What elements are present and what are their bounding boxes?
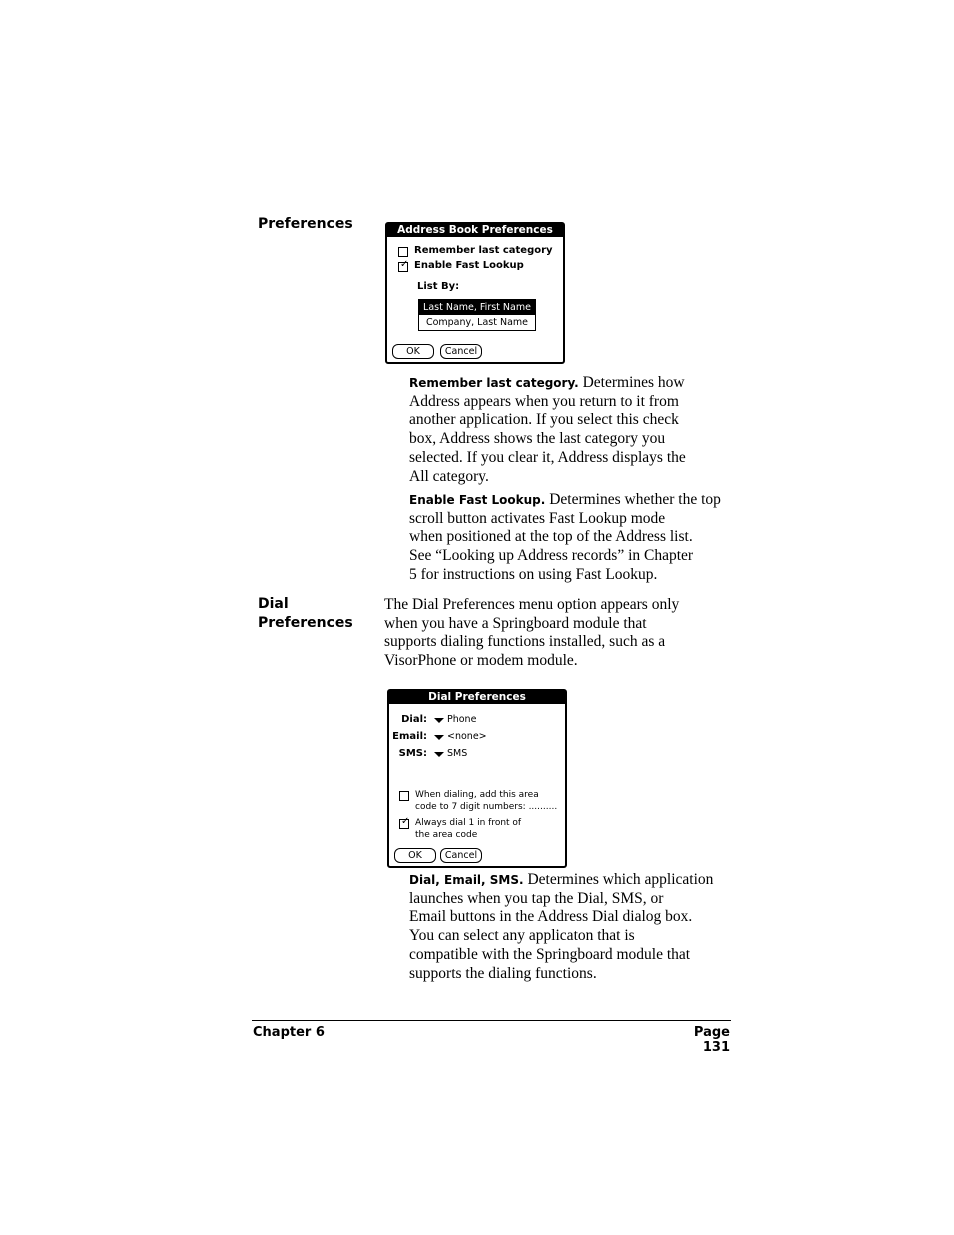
enable-fast-lookup-label: Enable Fast Lookup <box>414 260 524 271</box>
list-option-last-first[interactable]: Last Name, First Name <box>419 300 535 315</box>
text-line: supports dialing functions installed, such as a <box>384 633 666 651</box>
dial-label: Dial: <box>401 714 427 725</box>
remember-last-category-label: Remember last category <box>414 245 553 256</box>
text-line: Remember last category. Determines how <box>409 374 685 391</box>
text-line: when you have a Springboard module that <box>384 614 647 632</box>
cancel-button[interactable]: Cancel <box>440 848 482 863</box>
text-line: See “Looking up Address records” in Chapter <box>409 547 694 565</box>
text-line: The Dial Preferences menu option appears only <box>384 596 680 613</box>
text-line: VisorPhone or modem module. <box>384 652 578 670</box>
enable-fast-lookup-description <box>409 491 729 585</box>
text-line: when positioned at the top of the Address list. <box>409 528 693 546</box>
email-dropdown-arrow-icon[interactable] <box>434 735 444 740</box>
text-line: selected. If you clear it, Address displays the <box>409 448 686 466</box>
enable-fast-lookup-checkbox[interactable] <box>398 259 409 272</box>
email-value[interactable]: <none> <box>447 731 487 742</box>
dialog-title: Address Book Preferences <box>387 224 563 237</box>
text-line: Enable Fast Lookup. Determines whether the top <box>409 491 721 508</box>
remember-last-category-checkbox[interactable] <box>398 247 408 257</box>
text-line: All category. <box>409 467 489 485</box>
address-book-preferences-dialog <box>385 222 565 364</box>
remember-runin: Remember last category. <box>409 376 579 390</box>
footer-rule <box>252 1020 731 1021</box>
dial-heading-line1: Dial <box>258 596 289 612</box>
text-line: launches when you tap the Dial, SMS, or <box>409 889 664 907</box>
text-line: another application. If you select this check <box>409 411 679 429</box>
text-line: Address appears when you return to it from <box>409 392 679 410</box>
dial-dropdown-arrow-icon[interactable] <box>434 718 444 723</box>
text-line: box, Address shows the last category you <box>409 430 666 448</box>
dial-preferences-heading <box>258 595 353 633</box>
text-line: You can select any applicaton that is <box>409 927 635 945</box>
dial-email-sms-runin: Dial, Email, SMS. <box>409 873 524 887</box>
sms-dropdown-arrow-icon[interactable] <box>434 752 444 757</box>
dial-preferences-dialog <box>387 689 567 868</box>
always-dial-1-label: Always dial 1 in front of the area code <box>415 818 522 840</box>
dial-value[interactable]: Phone <box>447 714 477 725</box>
footer-chapter: Chapter 6 <box>253 1025 325 1040</box>
dial-preferences-intro <box>384 596 724 671</box>
email-label: Email: <box>392 731 427 742</box>
preferences-heading: Preferences <box>258 216 353 232</box>
check-mark-icon: ✓ <box>401 816 410 827</box>
dial-email-sms-description <box>409 871 729 983</box>
list-by-label: List By: <box>417 281 460 292</box>
list-option-company-last[interactable]: Company, Last Name <box>425 317 529 328</box>
add-area-code-checkbox[interactable] <box>399 791 409 801</box>
add-area-code-label: When dialing, add this area code to 7 digit numbers: .......... <box>415 790 558 812</box>
check-mark-icon: ✓ <box>400 259 409 270</box>
ok-button[interactable]: OK <box>394 848 436 863</box>
dialog-title: Dial Preferences <box>389 691 565 704</box>
text-line: compatible with the Springboard module that <box>409 945 691 963</box>
ok-button[interactable]: OK <box>392 344 434 359</box>
footer-page-number: Page 131 <box>693 1025 730 1055</box>
sms-label: SMS: <box>398 748 427 759</box>
fast-lookup-runin: Enable Fast Lookup. <box>409 493 546 507</box>
cancel-button[interactable]: Cancel <box>440 344 482 359</box>
text-line: scroll button activates Fast Lookup mode <box>409 509 666 527</box>
dial-heading-line2: Preferences <box>258 615 353 631</box>
text-line: supports the dialing functions. <box>409 964 597 982</box>
sms-value[interactable]: SMS <box>447 748 468 759</box>
text-line: 5 for instructions on using Fast Lookup. <box>409 565 658 583</box>
list-by-options <box>418 299 536 331</box>
text-line: Dial, Email, SMS. Determines which application <box>409 871 714 888</box>
always-dial-1-checkbox[interactable] <box>399 816 410 829</box>
remember-last-category-description <box>409 374 729 486</box>
text-line: Email buttons in the Address Dial dialog box. <box>409 908 693 926</box>
